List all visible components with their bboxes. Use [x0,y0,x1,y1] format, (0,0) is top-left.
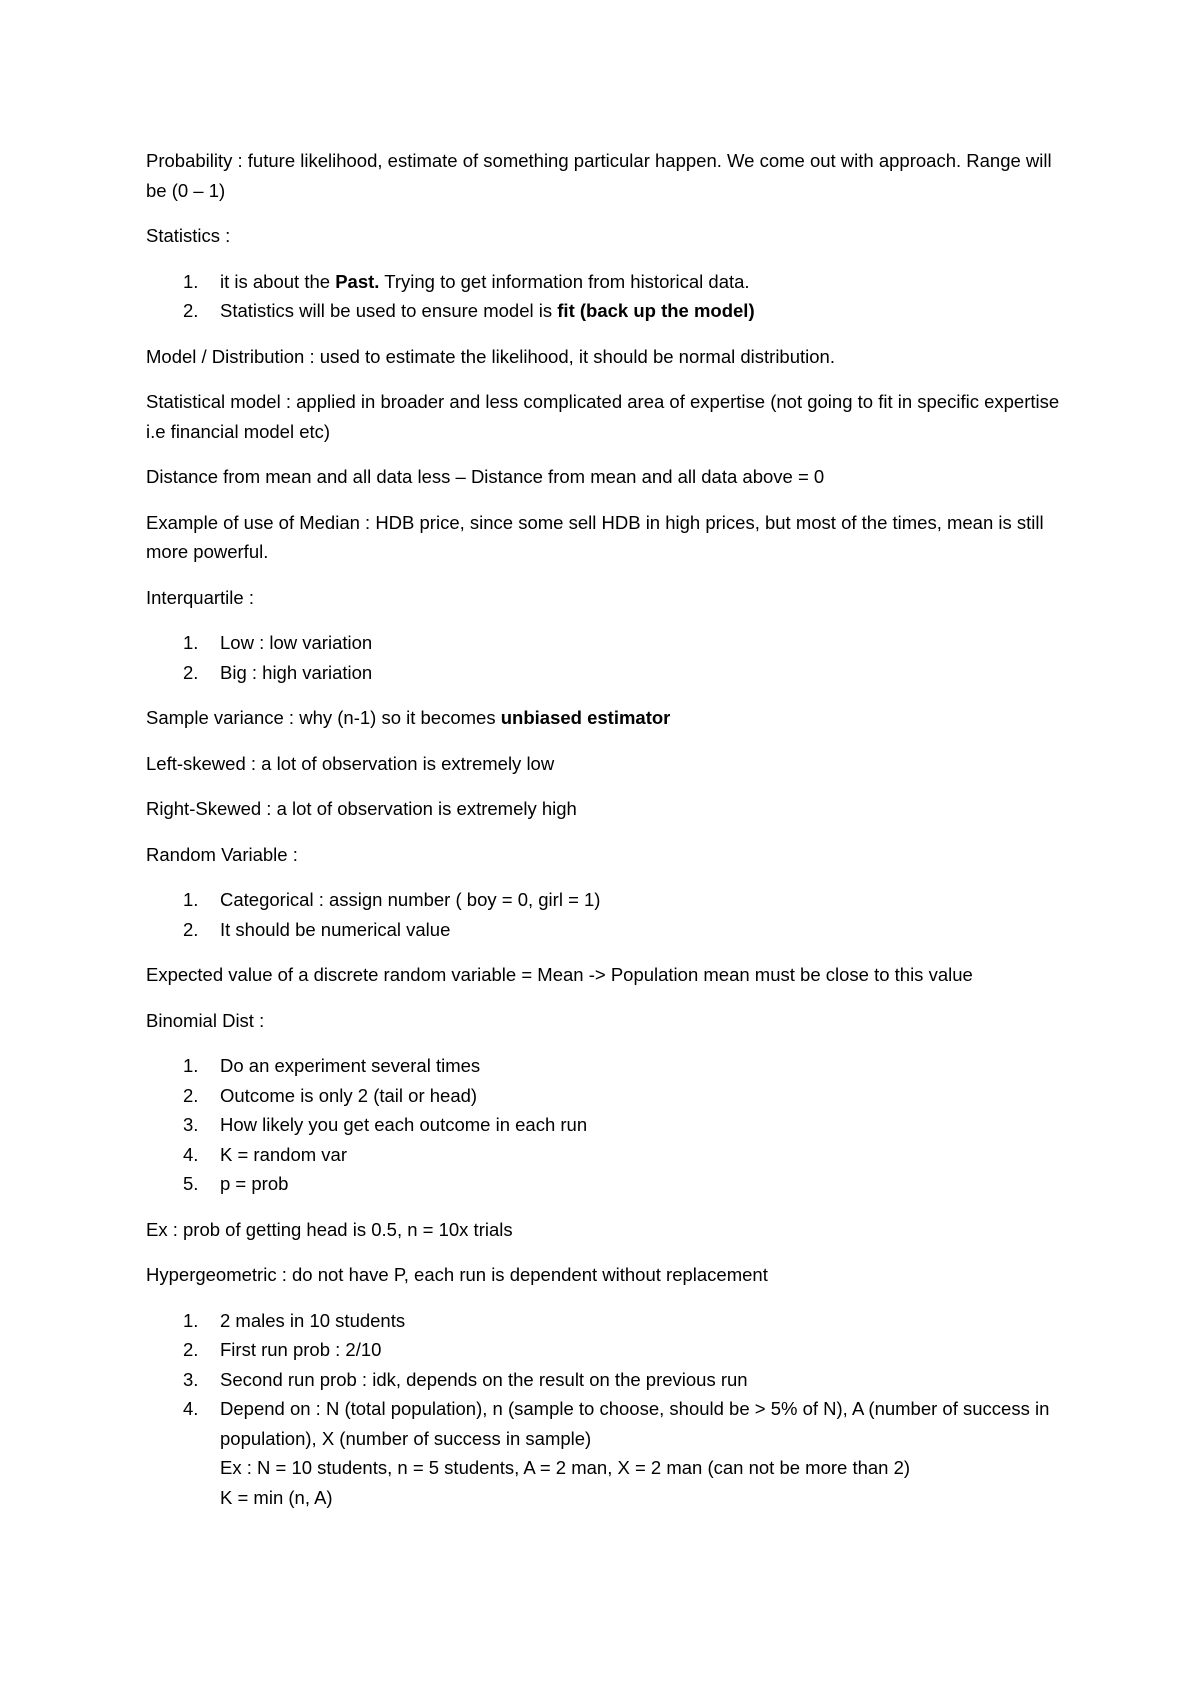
list-text: First run prob : 2/10 [220,1339,382,1360]
list-number: 2. [183,1339,199,1360]
binomial-example-paragraph: Ex : prob of getting head is 0.5, n = 10x trials [146,1218,513,1240]
random-variable-list [146,885,1066,944]
list-item [146,1110,1066,1140]
list-number: 2. [183,300,199,321]
list-number: 3. [183,1114,199,1135]
expected-value-paragraph: Expected value of a discrete random variable = Mean -> Population mean must be close to this value [146,964,973,985]
list-text: Statistics will be used to ensure model is [220,300,558,321]
random-variable-heading: Random Variable : [146,843,298,865]
statistical-model-paragraph: Statistical model : applied in broader and less complicated area of expertise (not going to fit in specific expertise i.e financial model etc) [146,391,1060,442]
list-item [146,296,1066,326]
model-paragraph: Model / Distribution : used to estimate the likelihood, it should be normal distribution. [146,345,835,367]
list-text: Categorical : assign number ( boy = 0, girl = 1) [220,889,601,910]
bold-text: fit (back up the model) [557,300,755,321]
list-text: 2 males in 10 students [220,1309,406,1331]
document-body [146,146,1066,1528]
list-item [146,1051,1066,1081]
list-text: p = prob [220,1173,289,1194]
median-paragraph: Example of use of Median : HDB price, since some sell HDB in high prices, but most of the times, mean is still more powerful. [146,511,1044,562]
binomial-list [146,1051,1066,1199]
list-number: 1. [183,889,199,910]
list-number: 1. [183,270,199,292]
list-number: 1. [183,632,199,653]
bold-text: unbiased estimator [500,707,671,728]
list-number: 5. [183,1173,199,1194]
interquartile-list [146,628,1066,687]
probability-paragraph: Probability : future likelihood, estimate of something particular happen. We come out with approach. Range will be (0 – 1) [146,150,1052,201]
interquartile-heading: Interquartile : [146,586,254,608]
list-number: 3. [183,1368,199,1390]
list-item [146,1169,1066,1199]
distance-paragraph: Distance from mean and all data less – Distance from mean and all data above = 0 [146,466,825,487]
bold-text: Past. [335,270,380,292]
binomial-heading: Binomial Dist : [146,1009,265,1031]
list-item [146,628,1066,658]
list-number: 2. [183,661,199,683]
statistics-list [146,267,1066,326]
list-text: Big : high variation [220,661,373,683]
left-skewed-paragraph: Left-skewed : a lot of observation is extremely low [146,752,555,774]
list-item [146,658,1066,688]
list-item [146,1335,1066,1365]
list-text: How likely you get each outcome in each run [220,1114,588,1135]
list-number: 4. [183,1143,199,1165]
list-item [146,1394,1066,1512]
list-number: 1. [183,1309,199,1331]
hypergeometric-heading: Hypergeometric : do not have P, each run is dependent without replacement [146,1264,768,1285]
list-number: 1. [183,1055,199,1076]
list-text: It should be numerical value [220,918,451,940]
sample-variance-paragraph [146,703,1066,733]
list-text-formula: K = min (n, A) [220,1486,333,1508]
list-item [146,915,1066,945]
list-text: Low : low variation [220,632,373,653]
list-text-example: Ex : N = 10 students, n = 5 students, A = 2 man, X = 2 man (can not be more than 2) [220,1457,911,1478]
list-item [146,267,1066,297]
hypergeometric-list [146,1306,1066,1513]
list-number: 4. [183,1398,199,1419]
list-text: Do an experiment several times [220,1055,481,1076]
list-text: Depend on : N (total population), n (sample to choose, should be > 5% of N), A (number of success in population), X (number of success in sample) [220,1398,1050,1449]
list-text: Outcome is only 2 (tail or head) [220,1084,478,1106]
list-number: 2. [183,918,199,940]
list-item [146,1365,1066,1395]
list-item [146,885,1066,915]
list-item [146,1081,1066,1111]
list-text: K = random var [220,1143,347,1165]
list-text: it is about the [220,270,336,292]
list-item [146,1140,1066,1170]
list-number: 2. [183,1084,199,1106]
list-text: Trying to get information from historical data. [379,270,750,292]
list-item [146,1306,1066,1336]
list-text: Second run prob : idk, depends on the result on the previous run [220,1368,748,1390]
statistics-heading: Statistics : [146,225,231,246]
variance-text: Sample variance : why (n-1) so it becomes [146,707,501,728]
right-skewed-paragraph: Right-Skewed : a lot of observation is extremely high [146,798,577,819]
